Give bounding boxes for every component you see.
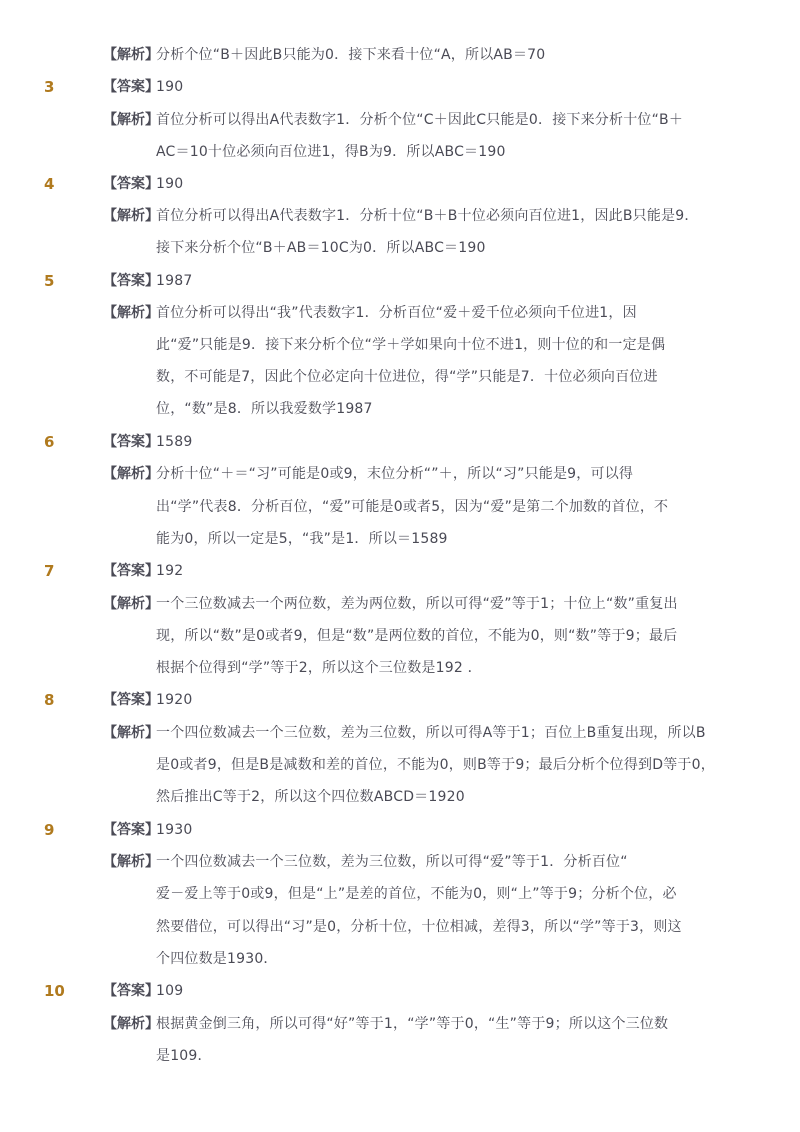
analysis-row xyxy=(0,302,800,324)
analysis-label: 【解析】 xyxy=(103,1016,159,1032)
answer-value: 109 xyxy=(156,983,184,999)
analysis-continuation-row xyxy=(0,883,800,905)
analysis-text-line: 然后推出C等于2，所以这个四位数ABCD＝1920 xyxy=(156,789,465,805)
analysis-text-line: 现，所以“数”是0或者9，但是“数”是两位数的首位，不能为0，则“数”等于9；最后 xyxy=(156,628,678,644)
analysis-continuation-row xyxy=(0,237,800,259)
analysis-continuation-row xyxy=(0,754,800,776)
analysis-label: 【解析】 xyxy=(103,305,159,321)
answer-label: 【答案】 xyxy=(103,176,159,192)
analysis-text-line: 是0或者9，但是B是减数和差的首位，不能为0，则B等于9；最后分析个位得到D等于0， xyxy=(156,757,715,773)
analysis-text-line: 一个四位数减去一个三位数，差为三位数，所以可得A等于1；百位上B重复出现，所以B xyxy=(156,725,706,741)
analysis-label: 【解析】 xyxy=(103,208,159,224)
answer-value: 190 xyxy=(156,79,184,95)
answer-row xyxy=(0,689,800,711)
answer-row xyxy=(0,431,800,453)
analysis-continuation-row xyxy=(0,496,800,518)
question-number: 6 xyxy=(44,433,55,451)
analysis-continuation-row xyxy=(0,366,800,388)
question-number: 8 xyxy=(44,691,55,709)
answer-value: 1930 xyxy=(156,822,193,838)
analysis-text-line: 根据个位得到“学”等于2，所以这个三位数是192 ． xyxy=(156,660,482,676)
analysis-text-line: 能为0，所以一定是5，“我”是1．所以＝1589 xyxy=(156,531,448,547)
analysis-continuation-row xyxy=(0,786,800,808)
analysis-continuation-row xyxy=(0,625,800,647)
answer-label: 【答案】 xyxy=(103,434,159,450)
analysis-continuation-row xyxy=(0,657,800,679)
analysis-continuation-row xyxy=(0,528,800,550)
analysis-label: 【解析】 xyxy=(103,854,159,870)
answer-label: 【答案】 xyxy=(103,79,159,95)
analysis-text-line: 爱－爱上等于0或9，但是“上”是差的首位，不能为0，则“上”等于9；分析个位，必 xyxy=(156,886,677,902)
answer-row xyxy=(0,819,800,841)
answer-row xyxy=(0,980,800,1002)
analysis-text-line: 数，不可能是7，因此个位必定向十位进位，得“学”只能是7．十位必须向百位进 xyxy=(156,369,658,385)
analysis-label: 【解析】 xyxy=(103,725,159,741)
answer-label: 【答案】 xyxy=(103,983,159,999)
analysis-row xyxy=(0,593,800,615)
analysis-continuation-row xyxy=(0,398,800,420)
answer-row xyxy=(0,76,800,98)
analysis-row xyxy=(0,1013,800,1035)
answer-label: 【答案】 xyxy=(103,692,159,708)
analysis-label: 【解析】 xyxy=(103,466,159,482)
analysis-text-line: 一个四位数减去一个三位数，差为三位数，所以可得“爱”等于1．分析百位“ xyxy=(156,854,628,870)
question-number: 4 xyxy=(44,175,55,193)
analysis-text-line: AC＝10十位必须向百位进1，得B为9．所以ABC＝190 xyxy=(156,144,506,160)
analysis-continuation-row xyxy=(0,1045,800,1067)
analysis-text-line: 一个三位数减去一个两位数，差为两位数，所以可得“爱”等于1；十位上“数”重复出 xyxy=(156,596,678,612)
analysis-label: 【解析】 xyxy=(103,47,159,63)
answer-label: 【答案】 xyxy=(103,273,159,289)
question-number: 5 xyxy=(44,272,55,290)
analysis-continuation-row xyxy=(0,141,800,163)
analysis-text-line: 分析十位“＋＝“习”可能是0或9，末位分析“”＋，所以“习”只能是9，可以得 xyxy=(156,466,634,482)
analysis-text-line: 是109． xyxy=(156,1048,212,1064)
analysis-label: 【解析】 xyxy=(103,112,159,128)
analysis-text-line: 个四位数是1930． xyxy=(156,951,278,967)
analysis-text-line: 此“爱”只能是9．接下来分析个位“学＋学如果向十位不进1，则十位的和一定是偶 xyxy=(156,337,666,353)
analysis-row xyxy=(0,722,800,744)
analysis-label: 【解析】 xyxy=(103,596,159,612)
analysis-continuation-row xyxy=(0,916,800,938)
answer-value: 192 xyxy=(156,563,184,579)
analysis-row xyxy=(0,109,800,131)
analysis-continuation-row xyxy=(0,334,800,356)
analysis-text-line: 首位分析可以得出A代表数字1．分析十位“B＋B十位必须向百位进1，因此B只能是9． xyxy=(156,208,699,224)
analysis-row xyxy=(0,851,800,873)
analysis-text-line: 首位分析可以得出A代表数字1．分析个位“C＋因此C只能是0．接下来分析十位“B＋ xyxy=(156,112,684,128)
answer-row xyxy=(0,560,800,582)
question-number: 9 xyxy=(44,821,55,839)
question-number: 7 xyxy=(44,562,55,580)
analysis-row xyxy=(0,44,800,66)
analysis-row xyxy=(0,463,800,485)
analysis-text-line: 位，“数”是8．所以我爱数学1987 xyxy=(156,401,373,417)
answer-row xyxy=(0,173,800,195)
analysis-text-line: 首位分析可以得出“我”代表数字1．分析百位“爱＋爱千位必须向千位进1，因 xyxy=(156,305,637,321)
answer-value: 1987 xyxy=(156,273,193,289)
analysis-row xyxy=(0,205,800,227)
question-number: 10 xyxy=(44,982,65,1000)
analysis-text-line: 分析个位“B＋因此B只能为0．接下来看十位“A，所以AB＝70 xyxy=(156,47,546,63)
analysis-text-line: 然要借位，可以得出“习”是0，分析十位，十位相减，差得3，所以“学”等于3，则这 xyxy=(156,919,682,935)
answer-value: 190 xyxy=(156,176,184,192)
answer-row xyxy=(0,270,800,292)
analysis-text-line: 出“学”代表8．分析百位，“爱”可能是0或者5，因为“爱”是第二个加数的首位，不 xyxy=(156,499,669,515)
answer-label: 【答案】 xyxy=(103,822,159,838)
analysis-text-line: 接下来分析个位“B＋AB＝10C为0．所以ABC＝190 xyxy=(156,240,486,256)
question-number: 3 xyxy=(44,78,55,96)
answer-label: 【答案】 xyxy=(103,563,159,579)
answer-value: 1920 xyxy=(156,692,193,708)
analysis-continuation-row xyxy=(0,948,800,970)
analysis-text-line: 根据黄金倒三角，所以可得“好”等于1，“学”等于0，“生”等于9；所以这个三位数 xyxy=(156,1016,669,1032)
answer-value: 1589 xyxy=(156,434,193,450)
